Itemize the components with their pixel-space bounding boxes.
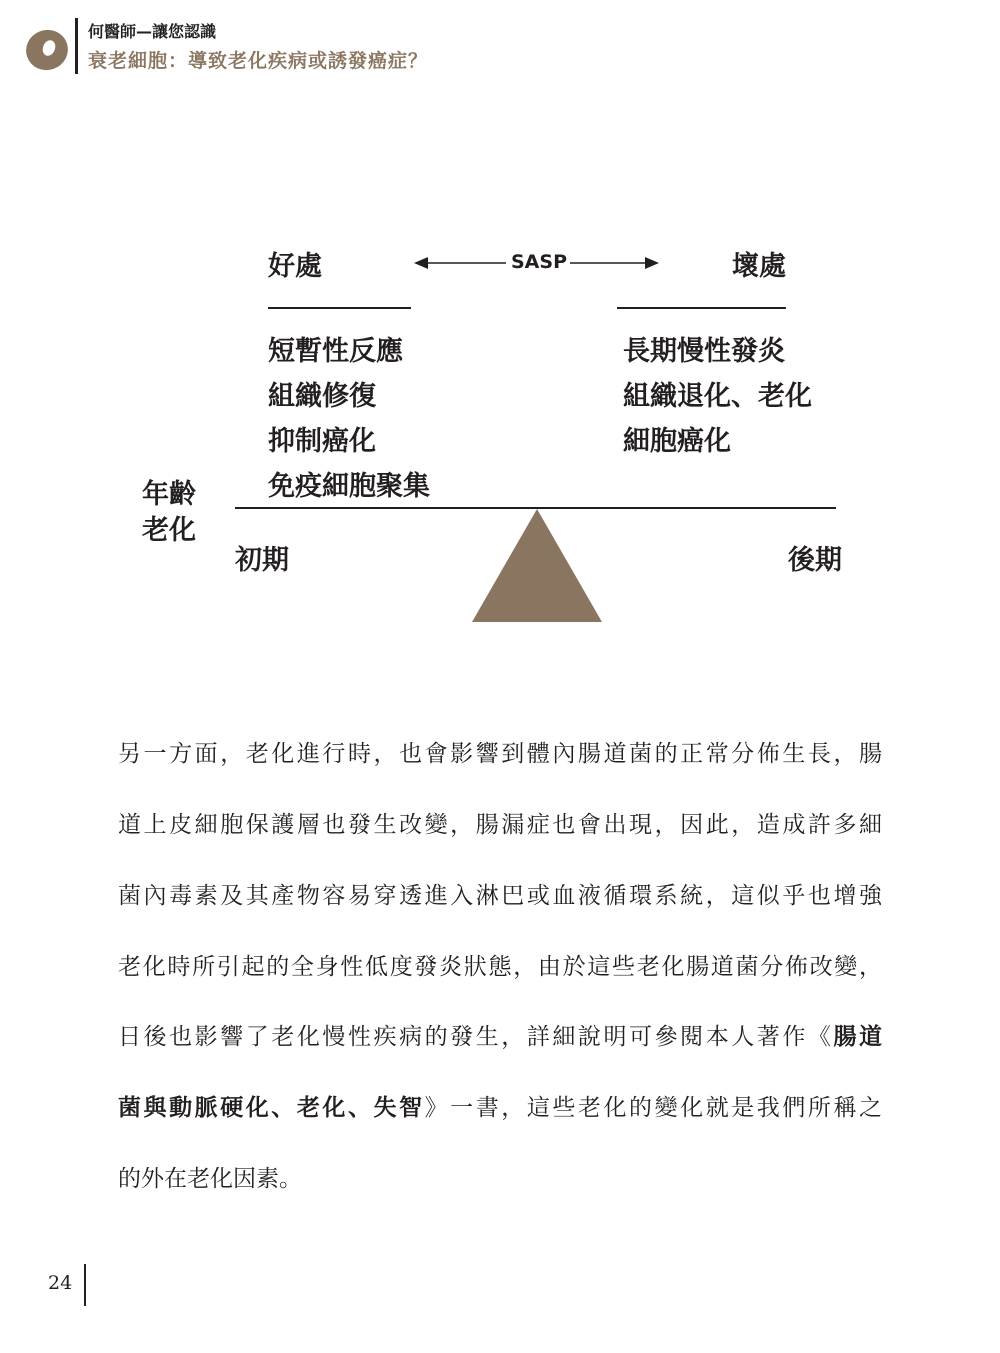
- benefits-list: [268, 329, 430, 509]
- sasp-label: SASP: [511, 251, 567, 273]
- harm-item: 細胞癌化: [623, 426, 731, 457]
- paragraph-line: 老化時所引起的全身性低度發炎狀態，由於這些老化腸道菌分佈改變，: [118, 954, 882, 980]
- left-heading-underline: [268, 307, 411, 309]
- benefit-item: 組織修復: [268, 381, 376, 412]
- right-heading: 壞處: [732, 251, 786, 282]
- left-heading: 好處: [268, 251, 322, 282]
- late-stage-label: 後期: [788, 545, 842, 576]
- paragraph-line: [118, 1020, 882, 1054]
- footer-divider: [84, 1264, 86, 1306]
- axis-label-aging: 老化: [142, 515, 196, 546]
- right-heading-underline: [617, 307, 786, 309]
- harm-item: 組織退化、老化: [623, 381, 812, 412]
- paragraph-line: 菌內毒素及其產物容易穿透進入淋巴或血液循環系統，這似乎也增強: [118, 883, 882, 909]
- chapter-title: 衰老細胞：導致老化疾病或誘發癌症？: [88, 50, 429, 72]
- paragraph-text: 日後也影響了老化慢性疾病的發生，詳細說明可參閱本人著作《: [118, 1024, 834, 1050]
- page-number: 24: [48, 1272, 73, 1294]
- paragraph-line: 道上皮細胞保護層也發生改變，腸漏症也會出現，因此，造成許多細: [118, 812, 882, 838]
- series-title: 何醫師—讓您認識: [88, 22, 217, 41]
- harms-list: [623, 329, 812, 464]
- paragraph-line: 另一方面，老化進行時，也會影響到體內腸道菌的正常分佈生長，腸: [118, 741, 882, 767]
- axis-label-age: 年齡: [142, 479, 196, 510]
- paragraph-text: 》一書，這些老化的變化就是我們所稱之: [424, 1095, 883, 1121]
- header-divider: [75, 18, 78, 74]
- paragraph-line: [118, 1091, 882, 1125]
- book-title-part2: 菌與動脈硬化、老化、失智: [118, 1095, 425, 1121]
- benefit-item: 抑制癌化: [268, 426, 376, 457]
- early-stage-label: 初期: [235, 545, 289, 576]
- paragraph-line: 的外在老化因素。: [118, 1166, 302, 1192]
- benefit-item: 免疫細胞聚集: [268, 471, 430, 502]
- chapter-logo-icon: [24, 26, 70, 72]
- book-title-part1: 腸道: [833, 1024, 883, 1050]
- harm-item: 長期慢性發炎: [623, 336, 785, 367]
- fulcrum-triangle-icon: [472, 509, 602, 622]
- benefit-item: 短暫性反應: [268, 336, 403, 367]
